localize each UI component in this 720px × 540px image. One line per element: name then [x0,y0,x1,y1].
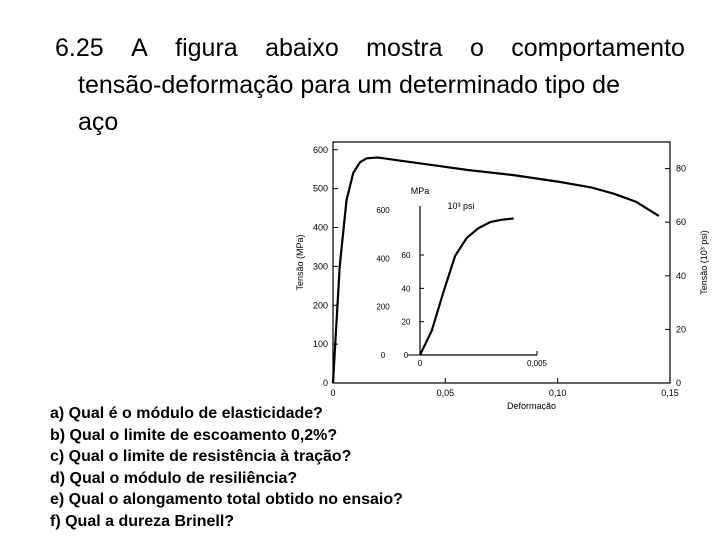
inset-y-right-tick-label: 0 [403,351,409,360]
y-tick-label: 600 [312,144,328,155]
problem-line-1 [55,30,685,67]
question-b: b) Qual o limite de escoamento 0,2%? [50,426,338,444]
stress-strain-figure [285,130,720,410]
question-d: d) Qual o módulo de resiliência? [50,469,298,487]
question-e: e) Qual o alongamento total obtido no ensaio? [50,491,403,509]
inset-y-tick-label: 0 [380,351,386,360]
problem-line-3: aço [78,108,119,136]
problem-word: mostra [366,34,443,62]
y-tick-label: 500 [312,183,328,194]
y-tick-label: 400 [312,222,328,233]
inset-y-tick-label: 600 [376,206,390,215]
inset-y-right-tick-label: 60 [401,251,411,261]
y-tick-label: 0 [322,378,328,388]
x-tick-label: 0 [330,388,336,398]
y-axis-label: Tensão (MPa) [295,234,305,291]
inset-y-tick-label: 400 [376,254,390,264]
inset-y-right-axis-label: 10³ psi [447,201,475,211]
question-a: a) Qual é o módulo de elasticidade? [50,405,323,422]
question-f: f) Qual a dureza Brinell? [50,512,235,530]
inset-x-tick-label: 0,005 [526,359,548,368]
problem-word: o [469,34,484,62]
problem-word: abaixo [265,34,339,62]
y-right-tick-label: 20 [676,324,687,335]
y-tick-label: 300 [312,261,328,272]
question-c: c) Qual o limite de resistência à tração? [50,448,352,466]
inset-y-tick-label: 200 [376,302,390,312]
x-axis-label: Deformação [506,401,557,410]
y-right-tick-label: 80 [676,163,687,174]
inset-y-right-tick-label: 40 [401,284,411,294]
problem-word: A [131,34,148,62]
x-tick-label: 0,05 [436,388,455,398]
problem-word: comportamento [511,34,685,62]
x-tick-label: 0,15 [661,388,679,398]
stress-strain-curve [333,158,659,384]
inset-x-tick-label: 0 [417,359,423,368]
problem-word: figura [175,34,238,62]
problem-statement [55,30,685,141]
inset-curve [420,219,514,356]
inset-y-axis-label: MPa [410,186,430,196]
x-tick-label: 0,10 [548,388,567,398]
questions-list [50,403,403,533]
y-right-tick-label: 40 [676,270,687,281]
problem-number: 6.25 [55,34,104,62]
y-tick-label: 100 [312,339,328,350]
y-right-axis-label: Tensão (10³ psi) [699,230,709,295]
y-right-tick-label: 0 [676,378,682,388]
y-tick-label: 200 [312,300,328,311]
problem-line-2: tensão-deformação para um determinado tipo de [78,71,620,99]
y-right-tick-label: 60 [676,217,687,228]
inset-y-right-tick-label: 20 [401,317,411,327]
